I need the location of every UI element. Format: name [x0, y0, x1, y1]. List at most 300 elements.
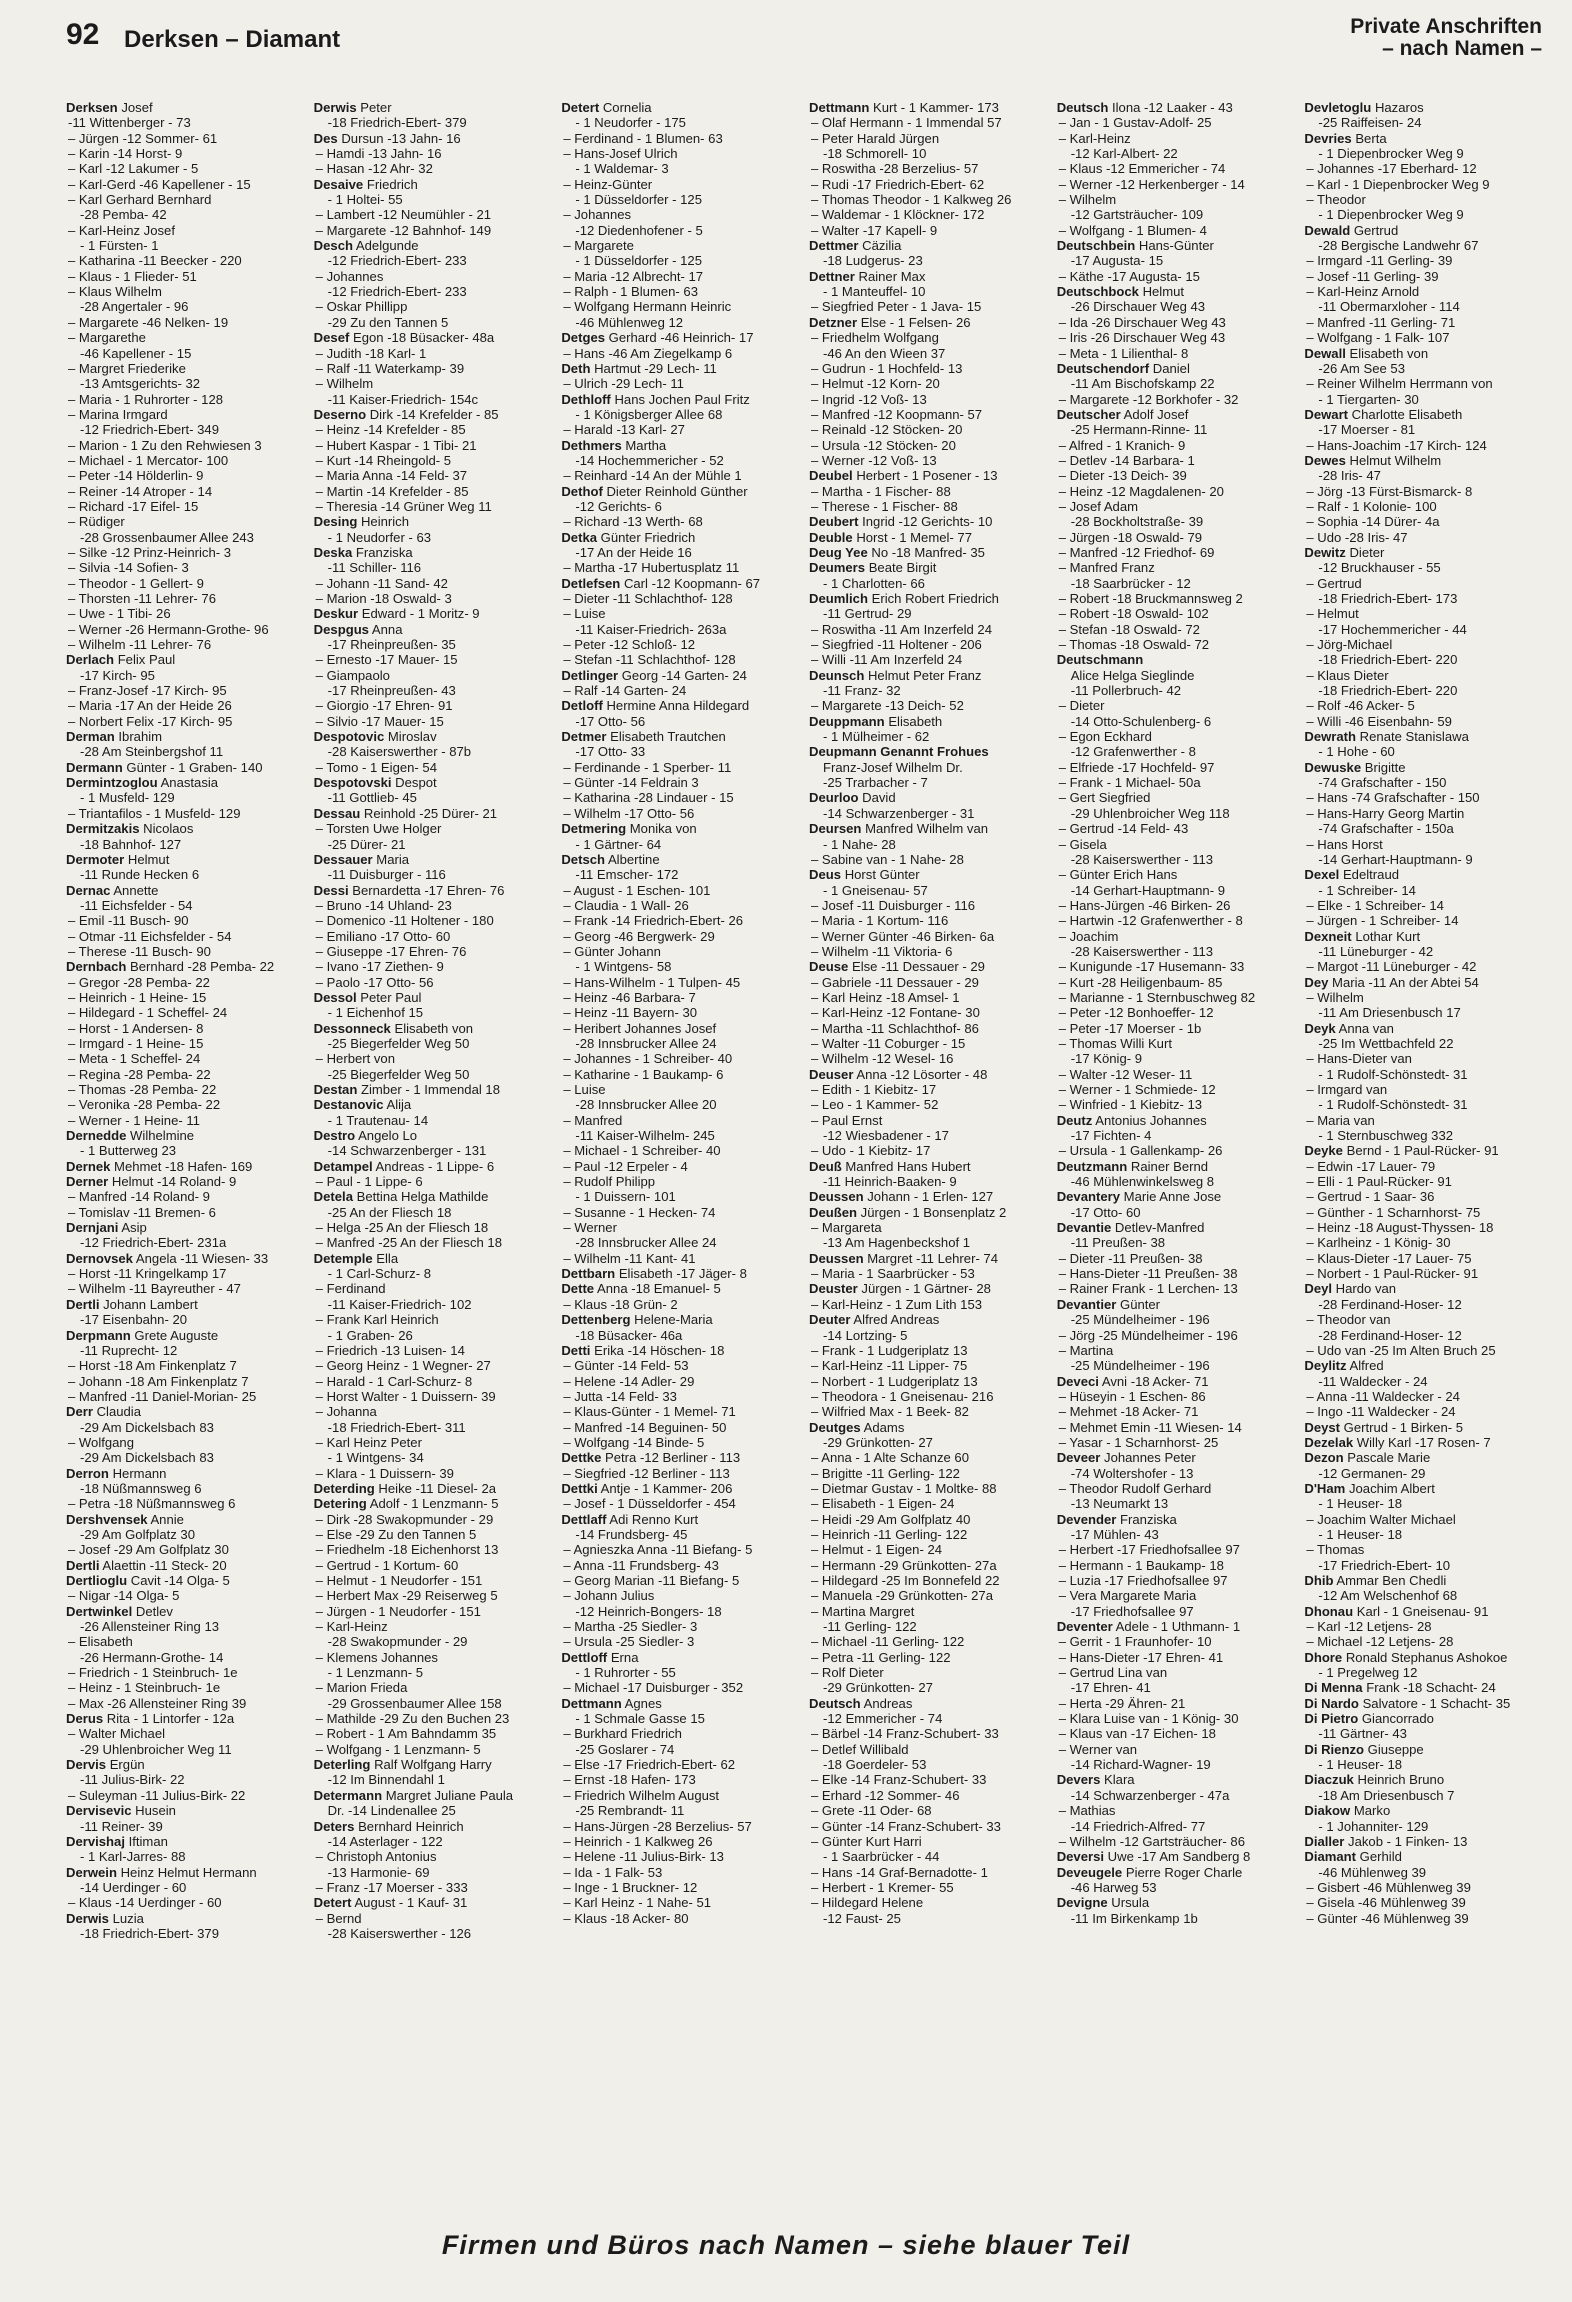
directory-subentry: – Herbert von	[315, 1051, 396, 1067]
directory-entry	[809, 530, 1051, 545]
directory-subentry: – Wilhelm -11 Bayreuther - 47	[68, 1281, 241, 1297]
entry-details: Pierre Roger Charle	[1125, 1864, 1243, 1880]
directory-subentry: – Olaf Hermann - 1 Immendal 57	[811, 115, 1002, 131]
directory-entry	[314, 545, 556, 560]
entry-surname: Deventer	[1056, 1619, 1113, 1635]
page-header	[62, 12, 1542, 70]
directory-subentry: – Manfred -11 Gerling- 71	[1306, 314, 1456, 330]
entry-surname: Dettenberg	[561, 1312, 631, 1328]
entry-details: No -18 Manfred- 35	[871, 544, 985, 560]
directory-subentry: – Rudi -17 Friedrich-Ebert- 62	[811, 176, 985, 192]
entry-surname: Detlefsen	[561, 575, 621, 591]
directory-subentry: – Georg -46 Bergwerk- 29	[563, 928, 715, 944]
entry-details: Egon -18 Büsacker- 48a	[352, 330, 495, 346]
directory-subentry: – Ingrid -12 Voß- 13	[811, 391, 927, 407]
entry-details: Daniel	[1152, 360, 1190, 376]
entry-surname: Deus	[809, 867, 842, 883]
directory-subentry: – Manfred -12 Friedhof- 69	[1058, 544, 1215, 560]
entry-details: Helmut -14 Roland- 9	[111, 1174, 237, 1190]
directory-entry	[314, 1481, 556, 1496]
directory-entry	[1057, 1849, 1299, 1864]
directory-subentry: – Rudolf Philipp	[563, 1174, 656, 1190]
entry-continuation: -14 Asterlager - 122	[327, 1833, 443, 1849]
directory-subentry: – Ferdinand - 1 Blumen- 63	[563, 130, 723, 146]
entry-continuation: -11 Im Birkenkamp 1b	[1070, 1910, 1198, 1926]
directory-subentry: – Hans-Wilhelm - 1 Tulpen- 45	[563, 974, 741, 990]
entry-continuation: -11 Kaiser-Friedrich- 102	[327, 1296, 472, 1312]
entry-continuation: -17 Otto- 33	[575, 744, 646, 760]
directory-subentry: – August - 1 Eschen- 101	[563, 882, 711, 898]
entry-continuation: -28 Innsbrucker Allee 20	[575, 1097, 717, 1113]
entry-surname: Dezon	[1304, 1450, 1344, 1466]
directory-subentry: – Walter Michael	[68, 1726, 166, 1742]
directory-subentry: – Frank -14 Friedrich-Ebert- 26	[563, 913, 744, 929]
entry-continuation: -46 Kapellener - 15	[80, 345, 192, 361]
directory-subentry: – Meta - 1 Scheffel- 24	[68, 1051, 201, 1067]
directory-subentry: – Ernst -18 Hafen- 173	[563, 1772, 696, 1788]
entry-details: Friedrich	[366, 176, 418, 192]
directory-subentry: – Josef -29 Am Golfplatz 30	[68, 1542, 229, 1558]
entry-continuation: -11 Kaiser-Friedrich- 154c	[327, 391, 479, 407]
directory-subentry: – Karl-Gerd -46 Kapellener - 15	[68, 176, 251, 192]
directory-entry	[66, 1803, 308, 1818]
entry-continuation: - 1 Graben- 26	[327, 1327, 413, 1343]
entry-details: Ursula	[1111, 1895, 1150, 1911]
entry-details: Hans Jochen Paul Fritz	[614, 391, 750, 407]
directory-entry	[314, 606, 556, 621]
entry-continuation: -14 Gerhart-Hauptmann- 9	[1070, 882, 1225, 898]
directory-subentry: – Willi -11 Am Inzerfeld 24	[811, 652, 963, 668]
entry-surname: Dermitzakis	[66, 821, 140, 837]
entry-continuation: - 1 Gärtner- 64	[575, 836, 662, 852]
entry-surname: Dettke	[561, 1450, 602, 1466]
entry-details: Jürgen - 1 Bonsenplatz 2	[860, 1204, 1007, 1220]
directory-entry	[1057, 1189, 1299, 1204]
directory-subentry: – Günter Johann	[563, 943, 661, 959]
entry-continuation: -28 Am Steinbergshof 11	[80, 744, 224, 760]
directory-subentry: – Hubert Kaspar - 1 Tibi- 21	[315, 437, 477, 453]
directory-subentry: – Werner Günter -46 Birken- 6a	[811, 928, 995, 944]
directory-subentry: – Norbert Felix -17 Kirch- 95	[68, 713, 233, 729]
directory-entry	[314, 1757, 556, 1772]
directory-entry	[66, 652, 308, 667]
directory-subentry: – Margarete -12 Borkhofer - 32	[1058, 391, 1239, 407]
page-range-title: Derksen – Diamant	[124, 26, 341, 53]
directory-entry	[809, 867, 1051, 882]
directory-subentry: – Klaus -18 Acker- 80	[563, 1910, 689, 1926]
directory-subentry: – Karl-Heinz -12 Fontane- 30	[811, 1005, 980, 1021]
directory-subentry: – Gertrud - 1 Saar- 36	[1306, 1189, 1435, 1205]
entry-details: Rita - 1 Lintorfer - 12a	[106, 1711, 235, 1727]
directory-subentry: – Wolfgang Hermann Heinric	[563, 299, 732, 315]
entry-details: Günter Friedrich	[600, 529, 696, 545]
directory-subentry: – Horst - 1 Andersen- 8	[68, 1020, 204, 1036]
directory-entry	[314, 1496, 556, 1511]
entry-surname: Detemple	[313, 1250, 373, 1266]
entry-continuation: -13 Am Hagenbeckshof 1	[823, 1235, 971, 1251]
directory-subentry: – Luzia -17 Friedhofsallee 97	[1058, 1573, 1228, 1588]
directory-entry	[1304, 729, 1546, 744]
directory-subentry: – Hans-Josef Ulrich	[563, 146, 678, 162]
directory-subentry: – Johann -11 Sand- 42	[315, 575, 448, 591]
directory-entry	[66, 852, 308, 867]
directory-subentry: – Inge - 1 Bruckner- 12	[563, 1879, 698, 1895]
directory-entry	[66, 1466, 308, 1481]
entry-details: Adelgunde	[355, 238, 419, 254]
entry-surname: Despotovic	[313, 729, 385, 745]
directory-subentry: – Margarete -12 Bahnhof- 149	[315, 222, 492, 238]
entry-continuation: -12 Grafenwerther - 8	[1070, 744, 1196, 760]
entry-surname: Deutsch	[809, 1695, 861, 1711]
directory-subentry: – Irmgard - 1 Heine- 15	[68, 1035, 204, 1051]
directory-subentry: – Johannes -17 Eberhard- 12	[1306, 161, 1477, 177]
directory-subentry: – Wilhelm	[315, 376, 374, 392]
entry-continuation: -46 An den Wieen 37	[823, 345, 946, 361]
directory-entry	[1057, 1619, 1299, 1634]
directory-subentry: – Michael -11 Gerling- 122	[811, 1634, 965, 1650]
entry-surname: Deumers	[809, 560, 866, 576]
directory-subentry: – Manfred Franz	[1058, 560, 1155, 576]
directory-subentry: – Jürgen -18 Oswald- 79	[1058, 529, 1203, 545]
directory-entry	[561, 1343, 803, 1358]
entry-surname: Detges	[561, 330, 606, 346]
directory-subentry: – Herbert -17 Friedhofsallee 97	[1058, 1542, 1240, 1558]
entry-surname: Deug Yee	[809, 544, 868, 560]
entry-details: Hartmut -29 Lech- 11	[594, 360, 717, 376]
entry-continuation: - 1 Düsseldorfer - 125	[575, 192, 702, 208]
directory-entry	[1304, 1021, 1546, 1036]
directory-subentry: – Egon Eckhard	[1058, 729, 1152, 745]
entry-continuation: -26 Hermann-Grothe- 14	[80, 1649, 224, 1665]
entry-details: Alfred	[1349, 1358, 1384, 1374]
directory-subentry: – Werner -12 Herkenberger - 14	[1058, 176, 1245, 192]
directory-subentry: – Katharine - 1 Baukamp- 6	[563, 1066, 724, 1082]
entry-surname: Devers	[1056, 1772, 1101, 1788]
directory-entry	[809, 1189, 1051, 1204]
directory-subentry: – Giorgio -17 Ehren- 91	[315, 698, 453, 714]
entry-continuation: -46 Mühlenweg 39	[1318, 1864, 1427, 1880]
entry-details: Rainer Bernd	[1130, 1158, 1209, 1174]
directory-subentry: – Heinrich - 1 Kalkweg 26	[563, 1833, 713, 1849]
directory-subentry: – Wilhelm	[1058, 192, 1117, 208]
entry-continuation: -26 Am See 53	[1318, 360, 1405, 376]
directory-subentry: – Manfred -25 An der Fliesch 18	[315, 1235, 502, 1251]
entry-continuation: -12 Friedrich-Ebert- 231a	[80, 1235, 227, 1251]
entry-details: Cäzilia	[862, 238, 902, 254]
entry-continuation: -17 König- 9	[1070, 1051, 1143, 1067]
entry-details: Jakob - 1 Finken- 13	[1348, 1833, 1468, 1849]
entry-continuation: -14 Hochemmericher - 52	[575, 452, 724, 468]
directory-subentry: – Willi -46 Eisenbahn- 59	[1306, 713, 1452, 729]
directory-entry	[314, 1097, 556, 1112]
entry-surname: Deumlich	[809, 591, 868, 606]
entry-continuation: -13 Amtsgerichts- 32	[80, 376, 201, 392]
entry-continuation: -11 Ruprecht- 12	[80, 1342, 178, 1358]
entry-surname: Despgus	[313, 621, 369, 637]
directory-subentry: – Günter -14 Franz-Schubert- 33	[811, 1818, 1001, 1834]
entry-details: Husein	[135, 1803, 176, 1819]
entry-details: Johann Lambert	[103, 1296, 198, 1312]
directory-entry	[314, 990, 556, 1005]
directory-entry	[66, 1128, 308, 1143]
entry-continuation: - 1 Schmale Gasse 15	[575, 1711, 705, 1727]
entry-surname: Dewart	[1304, 406, 1349, 422]
entry-surname: Dernbach	[66, 959, 127, 975]
directory-subentry: – Christoph Antonius	[315, 1849, 437, 1865]
directory-subentry: – Siegfried Peter - 1 Java- 15	[811, 299, 982, 315]
entry-surname: Dermintzoglou	[66, 775, 158, 791]
directory-subentry: – Gert Siegfried	[1058, 790, 1151, 806]
directory-subentry: – Theodor - 1 Gellert- 9	[68, 575, 204, 591]
directory-subentry: – Klaus - 1 Flieder- 51	[68, 268, 197, 284]
entry-continuation: -29 Zu den Tannen 5	[327, 314, 449, 330]
directory-subentry: – Richard -17 Eifel- 15	[68, 498, 199, 514]
directory-subentry: – Günter -14 Feld- 53	[563, 1358, 689, 1374]
directory-entry	[66, 1297, 308, 1312]
entry-details: Bettina Helga Mathilde	[356, 1189, 489, 1205]
directory-subentry: – Margarete -46 Nelken- 19	[68, 314, 229, 330]
entry-continuation: -11 Julius-Birk- 22	[80, 1772, 185, 1788]
entry-details: Hermine Anna Hildegard	[606, 698, 750, 714]
directory-subentry: – Udo -28 Iris- 47	[1306, 529, 1408, 545]
directory-subentry: – Kunigunde -17 Husemann- 33	[1058, 959, 1245, 975]
entry-continuation: -11 Emscher- 172	[575, 867, 679, 883]
directory-subentry: – Franz-Josef -17 Kirch- 95	[68, 683, 227, 699]
directory-subentry: – Walter -11 Coburger - 15	[811, 1035, 966, 1051]
entry-continuation: -11 Preußen- 38	[1070, 1235, 1166, 1251]
entry-surname: Derr	[66, 1404, 93, 1420]
directory-entry	[314, 100, 556, 115]
directory-subentry: – Peter -17 Moerser - 1b	[1058, 1020, 1202, 1036]
directory-subentry: – Luise	[563, 606, 606, 622]
directory-subentry: – Marion -18 Oswald- 3	[315, 591, 452, 606]
directory-subentry: – Giuseppe -17 Ehren- 76	[315, 943, 467, 959]
directory-subentry: – Stefan -18 Oswald- 72	[1058, 621, 1200, 637]
entry-surname: Dewald	[1304, 222, 1351, 238]
directory-subentry: – Maria - 1 Saarbrücker - 53	[811, 1266, 975, 1282]
entry-details: Ibrahim	[118, 729, 163, 745]
entry-surname: Deveer	[1056, 1450, 1101, 1466]
entry-details: Heinrich	[360, 514, 409, 530]
entry-continuation: - 1 Sternbuschweg 332	[1318, 1128, 1454, 1144]
entry-continuation: - 1 Gneisenau- 57	[823, 882, 928, 898]
entry-surname: Derner	[66, 1174, 109, 1190]
entry-details: August - 1 Kauf- 31	[354, 1895, 468, 1911]
entry-details: Gerhild	[1359, 1849, 1402, 1865]
entry-continuation: Alice Helga Sieglinde	[1070, 667, 1195, 683]
entry-surname: Dettki	[561, 1480, 598, 1496]
directory-subentry: – Helene -11 Julius-Birk- 13	[563, 1849, 724, 1865]
directory-subentry: – Margarethe	[68, 330, 146, 346]
directory-subentry: – Klaus -14 Uerdinger - 60	[68, 1895, 222, 1911]
directory-subentry: – Thorsten -11 Lehrer- 76	[68, 591, 216, 606]
directory-entry	[561, 1512, 803, 1527]
entry-continuation: -14 Frundsberg- 45	[575, 1526, 688, 1542]
entry-continuation: -46 Harweg 53	[1070, 1879, 1157, 1895]
entry-surname: Dernedde	[66, 1128, 127, 1144]
entry-surname: Deubert	[809, 514, 859, 530]
directory-subentry: – Stefan -11 Schlachthof- 128	[563, 652, 736, 668]
entry-surname: Detert	[313, 1895, 352, 1911]
entry-continuation: - 1 Pregelweg 12	[1318, 1665, 1418, 1681]
directory-subentry: – Wolfgang -14 Binde- 5	[563, 1434, 705, 1450]
directory-subentry: – Gisbert -46 Mühlenweg 39	[1306, 1879, 1471, 1895]
entry-continuation: -11 Pollerbruch- 42	[1070, 683, 1182, 699]
entry-details: Pascale Marie	[1347, 1450, 1431, 1466]
entry-surname: Deyk	[1304, 1020, 1336, 1036]
entry-surname: Deutscher	[1056, 406, 1121, 422]
directory-subentry: – Hermann - 1 Baukamp- 18	[1058, 1557, 1224, 1573]
entry-surname: Devantie	[1056, 1220, 1112, 1236]
directory-subentry: – Wilhelm -17 Otto- 56	[563, 805, 695, 821]
entry-surname: Dethloff	[561, 391, 611, 407]
entry-surname: Deterling	[313, 1757, 371, 1773]
entry-details: Maria	[376, 851, 410, 867]
directory-entry	[1304, 1650, 1546, 1665]
entry-details: Ralf Wolfgang Harry	[374, 1757, 492, 1773]
entry-continuation: -17 Otto- 60	[1070, 1204, 1141, 1220]
entry-surname: Dexel	[1304, 867, 1340, 883]
directory-subentry: – Marianne - 1 Sternbuschweg 82	[1058, 989, 1256, 1005]
directory-subentry: – Emil -11 Busch- 90	[68, 913, 189, 929]
entry-details: Jürgen - 1 Gärtner- 28	[861, 1281, 991, 1297]
entry-continuation: -11 Reiner- 39	[80, 1818, 163, 1834]
entry-surname: Dialler	[1304, 1833, 1345, 1849]
directory-entry	[314, 407, 556, 422]
directory-subentry: – Jörg -13 Fürst-Bismarck- 8	[1306, 483, 1473, 499]
entry-continuation: -11 Am Bischofskamp 22	[1070, 376, 1215, 392]
entry-continuation: -28 Kaiserswerther - 126	[327, 1925, 472, 1941]
directory-subentry: – Gisela	[1058, 836, 1107, 852]
directory-entry	[561, 729, 803, 744]
directory-entry	[66, 1512, 308, 1527]
directory-entry	[809, 1251, 1051, 1266]
entry-details: Manfred Wilhelm van	[865, 821, 989, 837]
entry-details: Gertrud	[1353, 222, 1399, 238]
directory-subentry: – Hans-Jürgen -28 Berzelius- 57	[563, 1818, 752, 1834]
directory-subentry: – Michael - 1 Mercator- 100	[68, 452, 229, 468]
entry-details: Frank -18 Schacht- 24	[1366, 1680, 1496, 1696]
entry-surname: Dhib	[1304, 1573, 1334, 1588]
directory-subentry: – Elke -14 Franz-Schubert- 33	[811, 1772, 987, 1788]
directory-subentry: – Anna -11 Frundsberg- 43	[563, 1557, 719, 1573]
directory-subentry: – Frank - 1 Ludgeriplatz 13	[811, 1342, 968, 1358]
directory-subentry: – Katharina -28 Lindauer - 15	[563, 790, 734, 806]
entry-details: Elisabeth von	[1349, 345, 1429, 361]
directory-subentry: – Norbert - 1 Ludgeriplatz 13	[811, 1373, 978, 1389]
entry-surname: Derron	[66, 1465, 109, 1481]
directory-subentry: – Klara - 1 Duissern- 39	[315, 1465, 454, 1481]
entry-details: Anna van	[1338, 1020, 1394, 1036]
directory-columns	[66, 100, 1546, 2200]
directory-entry	[809, 821, 1051, 836]
directory-subentry: – Mathilde -29 Zu den Buchen 23	[315, 1711, 510, 1727]
directory-entry	[561, 1450, 803, 1465]
entry-surname: Deyke	[1304, 1143, 1343, 1159]
entry-details: Dirk -14 Krefelder - 85	[369, 406, 499, 422]
entry-surname: Determann	[313, 1787, 383, 1803]
directory-entry	[314, 330, 556, 345]
directory-entry	[1304, 929, 1546, 944]
directory-entry	[1304, 1742, 1546, 1757]
directory-entry	[1304, 131, 1546, 146]
directory-subentry: – Agnieszka Anna -11 Biefang- 5	[563, 1542, 753, 1558]
directory-subentry: – Klaus-Dieter -17 Lauer- 75	[1306, 1250, 1472, 1266]
directory-subentry: – Irmgard van	[1306, 1082, 1388, 1097]
directory-subentry: – Peter Harald Jürgen	[811, 130, 940, 146]
directory-subentry: – Tomislav -11 Bremen- 6	[68, 1204, 216, 1220]
entry-details: Horst - 1 Memel- 77	[856, 529, 973, 545]
entry-surname: Dervisevic	[66, 1803, 132, 1819]
directory-entry	[1304, 1143, 1546, 1158]
directory-entry	[1057, 1772, 1299, 1787]
entry-details: Helene-Maria	[634, 1312, 713, 1328]
directory-subentry: – Reinhard -14 An der Mühle 1	[563, 468, 742, 484]
entry-continuation: - 1 Musfeld- 129	[80, 790, 175, 806]
directory-subentry: – Günter Erich Hans	[1058, 867, 1178, 883]
directory-subentry: – Paul -12 Erpeler - 4	[563, 1158, 688, 1174]
directory-subentry: – Domenico -11 Holtener - 180	[315, 913, 494, 929]
directory-subentry: – Helmut - 1 Neudorfer - 151	[315, 1573, 483, 1588]
directory-subentry: – Bärbel -14 Franz-Schubert- 33	[811, 1726, 999, 1742]
entry-details: Hardo van	[1335, 1281, 1397, 1297]
entry-surname: Deunsch	[809, 667, 865, 683]
directory-subentry: – Marion Frieda	[315, 1680, 408, 1696]
directory-subentry: – Friedrich - 1 Steinbruch- 1e	[68, 1665, 238, 1681]
entry-details: Iftiman	[128, 1833, 168, 1849]
directory-entry	[1057, 407, 1299, 422]
directory-subentry: – Heinz -18 August-Thyssen- 18	[1306, 1220, 1494, 1236]
directory-subentry: – Yasar - 1 Scharnhorst- 25	[1058, 1434, 1219, 1450]
directory-entry	[561, 698, 803, 713]
entry-surname: Devantier	[1056, 1296, 1117, 1312]
entry-details: Andreas - 1 Lippe- 6	[375, 1158, 495, 1174]
entry-details: Detlev	[135, 1603, 173, 1619]
entry-details: Reinhold -25 Dürer- 21	[363, 805, 498, 821]
entry-continuation: -17 Ehren- 41	[1070, 1680, 1151, 1696]
directory-entry	[314, 1189, 556, 1204]
directory-subentry: – Karl-Heinz - 1 Zum Lith 153	[811, 1296, 983, 1312]
entry-continuation: -11 Waldecker - 24	[1318, 1373, 1428, 1389]
entry-continuation: -18 Am Driesenbusch 7	[1318, 1787, 1455, 1803]
entry-continuation: -28 Innsbrucker Allee 24	[575, 1235, 717, 1251]
directory-subentry: – Iris -26 Dirschauer Weg 43	[1058, 330, 1226, 346]
directory-subentry: – Manfred -12 Koopmann- 57	[811, 406, 983, 422]
directory-subentry: – Manfred -11 Daniel-Morian- 25	[68, 1388, 257, 1404]
directory-subentry: – Johannes	[563, 207, 632, 223]
entry-details: Peter Paul	[360, 989, 422, 1005]
directory-subentry: – Helene -14 Adler- 29	[563, 1373, 695, 1389]
entry-continuation: - 1 Mülheimer - 62	[823, 729, 930, 745]
directory-column-4	[809, 100, 1051, 2200]
directory-subentry: – Wolfgang - 1 Blumen- 4	[1058, 222, 1207, 238]
directory-entry	[1304, 1450, 1546, 1465]
entry-details: Bernardetta -17 Ehren- 76	[352, 882, 505, 898]
directory-subentry: – Frank - 1 Michael- 50a	[1058, 775, 1201, 791]
directory-subentry: – Joachim Walter Michael	[1306, 1511, 1456, 1527]
directory-subentry: – Susanne - 1 Hecken- 74	[563, 1204, 716, 1220]
directory-entry	[1304, 1435, 1546, 1450]
directory-entry	[1304, 1680, 1546, 1695]
directory-subentry: – Hildegard - 1 Scheffel- 24	[68, 1005, 228, 1021]
entry-continuation: -18 Nüßmannsweg 6	[80, 1480, 202, 1496]
directory-subentry: – Detlev -14 Barbara- 1	[1058, 452, 1195, 468]
directory-subentry: – Hartwin -12 Grafenwerther - 8	[1058, 913, 1243, 929]
entry-details: Helmut Wilhelm	[1349, 452, 1442, 468]
entry-surname: Dettner	[809, 268, 855, 284]
directory-subentry: – Therese - 1 Fischer- 88	[811, 498, 958, 514]
entry-details: Ronald Stephanus Ashokoe	[1345, 1649, 1508, 1665]
